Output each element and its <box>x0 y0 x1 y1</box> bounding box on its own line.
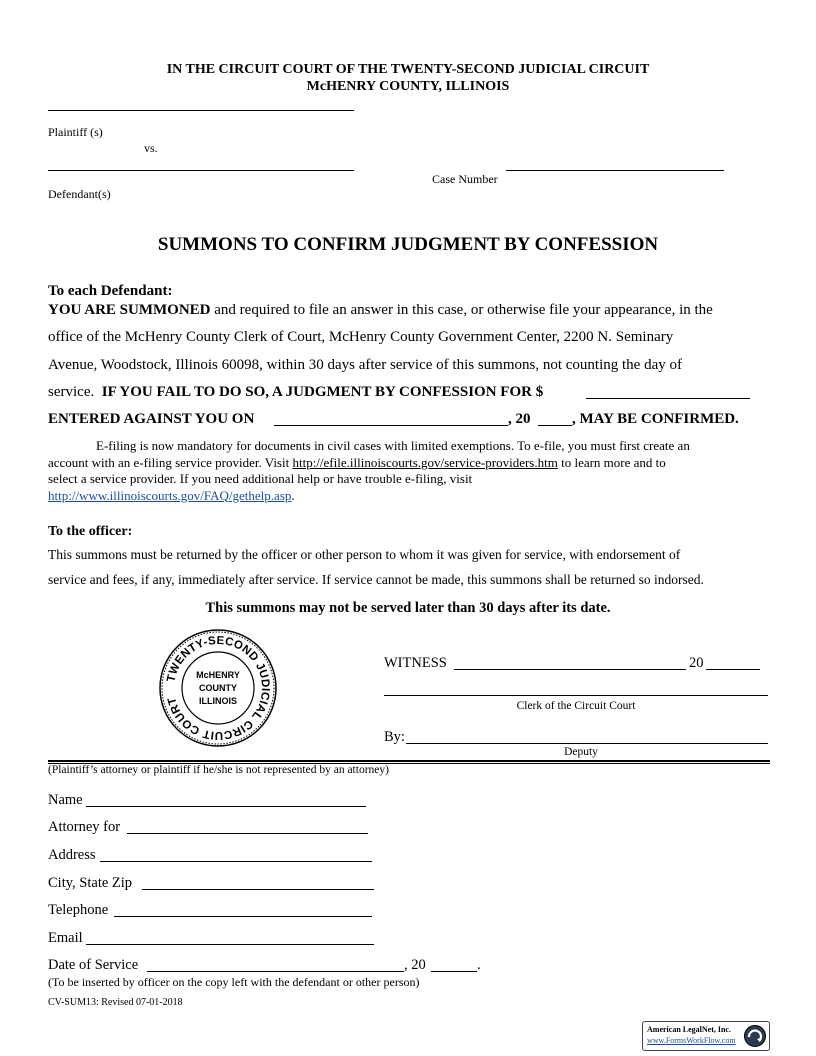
court-seal-icon <box>158 628 278 748</box>
email-label: Email <box>48 930 83 946</box>
form-title: SUMMONS TO CONFIRM JUDGMENT BY CONFESSION <box>157 234 659 255</box>
name-field[interactable] <box>86 806 366 807</box>
summons-line-3: Avenue, Woodstock, Illinois 60098, within 30 days after service of this summons, not counting the day of <box>48 357 682 373</box>
form-id: CV-SUM13: Revised 07-01-2018 <box>48 997 183 1008</box>
date-of-service-label: Date of Service <box>48 957 139 973</box>
entered-year-line[interactable] <box>538 425 572 426</box>
city-state-zip-field[interactable] <box>142 889 374 890</box>
officer-text-1: This summons must be returned by the officer or other person to whom it was given for service, with endorsement of <box>48 547 681 562</box>
efiling-paragraph: E-filing is now mandatory for documents in civil cases with limited exemptions. To e-file, you must first create an account with an e-filing service provider. Visit http://efile.illinoiscourts.gov/service-providers.htm to learn more and to select a service provider. If you need additional help or have trouble e-filing, visit http://www.illinoiscourts.gov/FAQ/gethelp.asp. <box>48 438 690 503</box>
deputy-signature-line[interactable] <box>406 743 768 744</box>
witness-date-line[interactable] <box>454 669 686 670</box>
judgment-amount-line[interactable] <box>586 398 750 399</box>
court-county: McHENRY COUNTY, ILLINOIS <box>306 79 510 94</box>
clerk-label: Clerk of the Circuit Court <box>516 700 636 712</box>
date-of-service-field[interactable] <box>147 971 404 972</box>
date-of-service-year-prefix: , 20 <box>404 957 426 973</box>
confirmed-label: , MAY BE CONFIRMED. <box>572 411 739 427</box>
seal-center-1: McHENRY <box>196 670 240 680</box>
plaintiff-label: Plaintiff (s) <box>48 125 103 139</box>
officer-heading: To the officer: <box>48 524 133 539</box>
vs-label: vs. <box>144 141 158 155</box>
defendant-label: Defendant(s) <box>48 187 111 201</box>
summons-line-2: office of the McHenry County Clerk of Court, McHenry County Government Center, 2200 N. Seminary <box>48 329 674 345</box>
witness-year-prefix: 20 <box>689 655 704 671</box>
faq-help-link[interactable]: http://www.illinoiscourts.gov/FAQ/gethelp.asp <box>48 487 292 503</box>
witness-label: WITNESS <box>384 655 447 671</box>
email-field[interactable] <box>86 944 374 945</box>
defendant-heading: To each Defendant: <box>48 283 173 299</box>
attorney-for-field[interactable] <box>127 833 368 834</box>
service-deadline-notice: This summons may not be served later than 30 days after its date. <box>205 600 611 616</box>
date-of-service-end: . <box>477 957 481 973</box>
name-label: Name <box>48 792 83 808</box>
summons-line-4: service. IF YOU FAIL TO DO SO, A JUDGMENT BY CONFESSION FOR $ <box>48 384 544 400</box>
attorney-note: (Plaintiff’s attorney or plaintiff if he/she is not represented by an attorney) <box>48 764 389 776</box>
telephone-label: Telephone <box>48 902 109 918</box>
efile-providers-link[interactable]: http://efile.illinoiscourts.gov/service-providers.htm <box>292 454 558 470</box>
logo-url: www.FormsWorkFlow.com <box>647 1036 736 1045</box>
clerk-signature-line[interactable] <box>384 695 768 696</box>
summons-line-1: YOU ARE SUMMONED and required to file an answer in this case, or otherwise file your appearance, in the <box>48 302 713 318</box>
court-name: IN THE CIRCUIT COURT OF THE TWENTY-SECOND JUDICIAL CIRCUIT <box>166 62 650 77</box>
logo-globe-icon <box>743 1024 767 1048</box>
plaintiff-line[interactable] <box>48 110 354 111</box>
seal-center-2: COUNTY <box>199 683 237 693</box>
address-field[interactable] <box>100 861 372 862</box>
date-of-service-year-field[interactable] <box>431 971 477 972</box>
logo-company: American LegalNet, Inc. <box>647 1025 731 1034</box>
deputy-label: Deputy <box>564 746 598 758</box>
seal-center-3: ILLINOIS <box>199 696 237 706</box>
case-number-label: Case Number <box>432 172 498 186</box>
american-legalnet-logo[interactable] <box>642 1021 770 1051</box>
defendant-line[interactable] <box>48 170 354 171</box>
attorney-for-label: Attorney for <box>48 819 121 835</box>
officer-insert-note: (To be inserted by officer on the copy left with the defendant or other person) <box>48 975 420 989</box>
entered-year-prefix: , 20 <box>508 411 531 427</box>
by-label: By: <box>384 729 405 745</box>
address-label: Address <box>48 847 96 863</box>
entered-against-label: ENTERED AGAINST YOU ON <box>48 411 255 427</box>
officer-text-2: service and fees, if any, immediately after service. If service cannot be made, this summons shall be returned so indorsed. <box>48 572 704 587</box>
telephone-field[interactable] <box>114 916 372 917</box>
seal-ring-text: TWENTY-SECOND JUDICIAL CIRCUIT COURT <box>165 634 272 742</box>
entered-date-line[interactable] <box>274 425 508 426</box>
witness-year-line[interactable] <box>706 669 760 670</box>
city-state-zip-label: City, State Zip <box>48 875 133 891</box>
case-number-line[interactable] <box>506 170 724 171</box>
